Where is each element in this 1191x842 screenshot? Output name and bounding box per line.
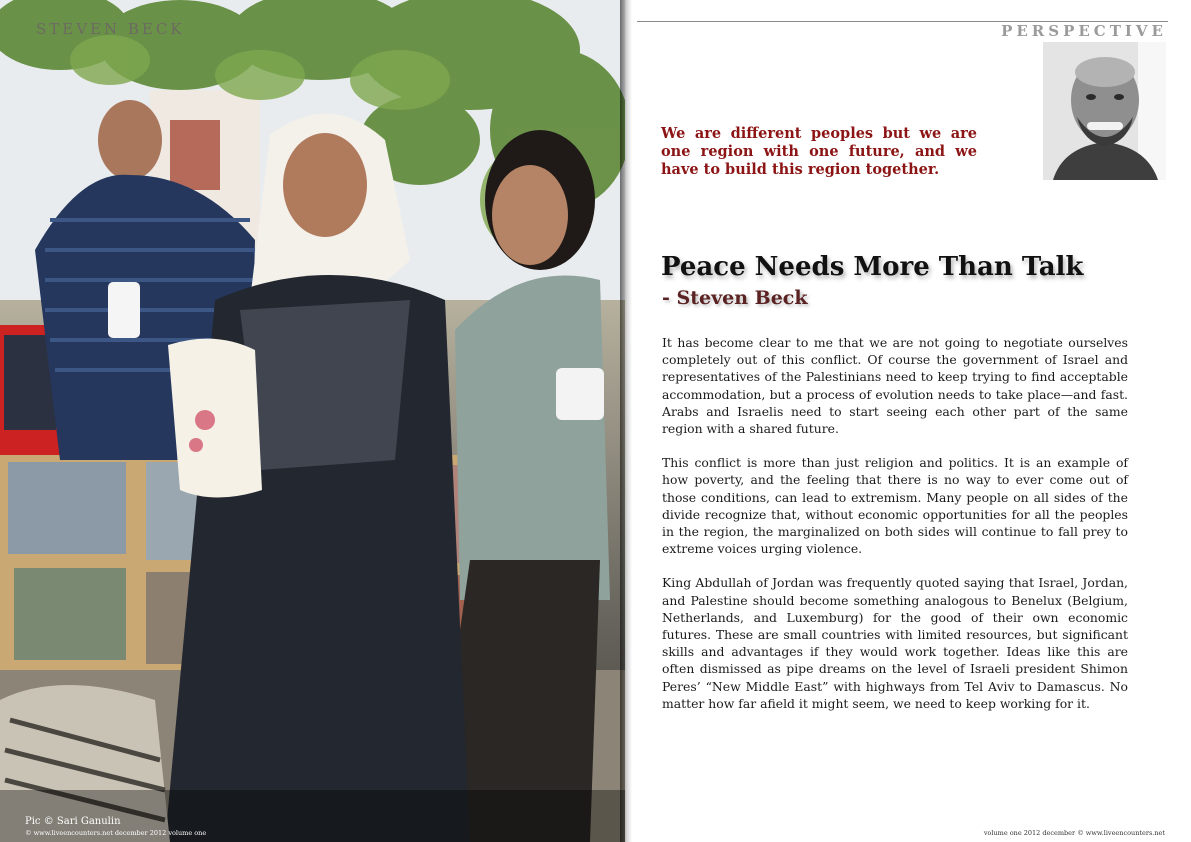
page-spine-shadow [620, 0, 632, 842]
author-portrait-illustration [1043, 42, 1166, 180]
section-label: PERSPECTIVE [1001, 22, 1167, 40]
left-footer: © www.liveencounters.net december 2012 volume one [25, 829, 207, 837]
pull-quote: We are different peoples but we are one region with one future, and we have to build this region together. [661, 125, 977, 178]
article-body [662, 334, 1128, 729]
article-byline: - Steven Beck [662, 287, 808, 309]
body-paragraph: King Abdullah of Jordan was frequently quoted saying that Israel, Jordan, and Palestine should become something analogous to Benelux (Belgium, Netherlands, and Luxemburg) for the good of their own economic futures. These are small countries with limited resources, but significant skills and advantages if they would work together. Ideas like this are often dismissed as pipe dreams on the level of Israeli president Shimon Peres’ “New Middle East” with highways from Tel Aviv to Damascus. No matter how far afield it might seem, we need to keep working for it. [662, 575, 1128, 711]
photo-credit: Pic © Sari Ganulin [25, 816, 121, 827]
article-title: Peace Needs More Than Talk [661, 252, 1084, 282]
body-paragraph: This conflict is more than just religion and politics. It is an example of how poverty, and the feeling that there is no way to ever come out of those conditions, can lead to extremism. Many people on all sides of the divide recognize that, without economic opportunities for all the peoples in the region, the marginalized on both sides will continue to fall prey to extreme voices urging violence. [662, 455, 1128, 557]
body-paragraph: It has become clear to me that we are not going to negotiate ourselves completely out of this conflict. Of course the government of Israel and representatives of the Palestinians need to keep trying to find acceptable accommodation, but a process of evolution needs to take place—and fast. Arabs and Israelis need to start seeing each other part of the same region with a shared future. [662, 335, 1128, 437]
author-portrait [1043, 42, 1166, 180]
left-author-label: STEVEN BECK [36, 20, 185, 38]
right-footer: volume one 2012 december © www.liveencounters.net [983, 829, 1165, 837]
